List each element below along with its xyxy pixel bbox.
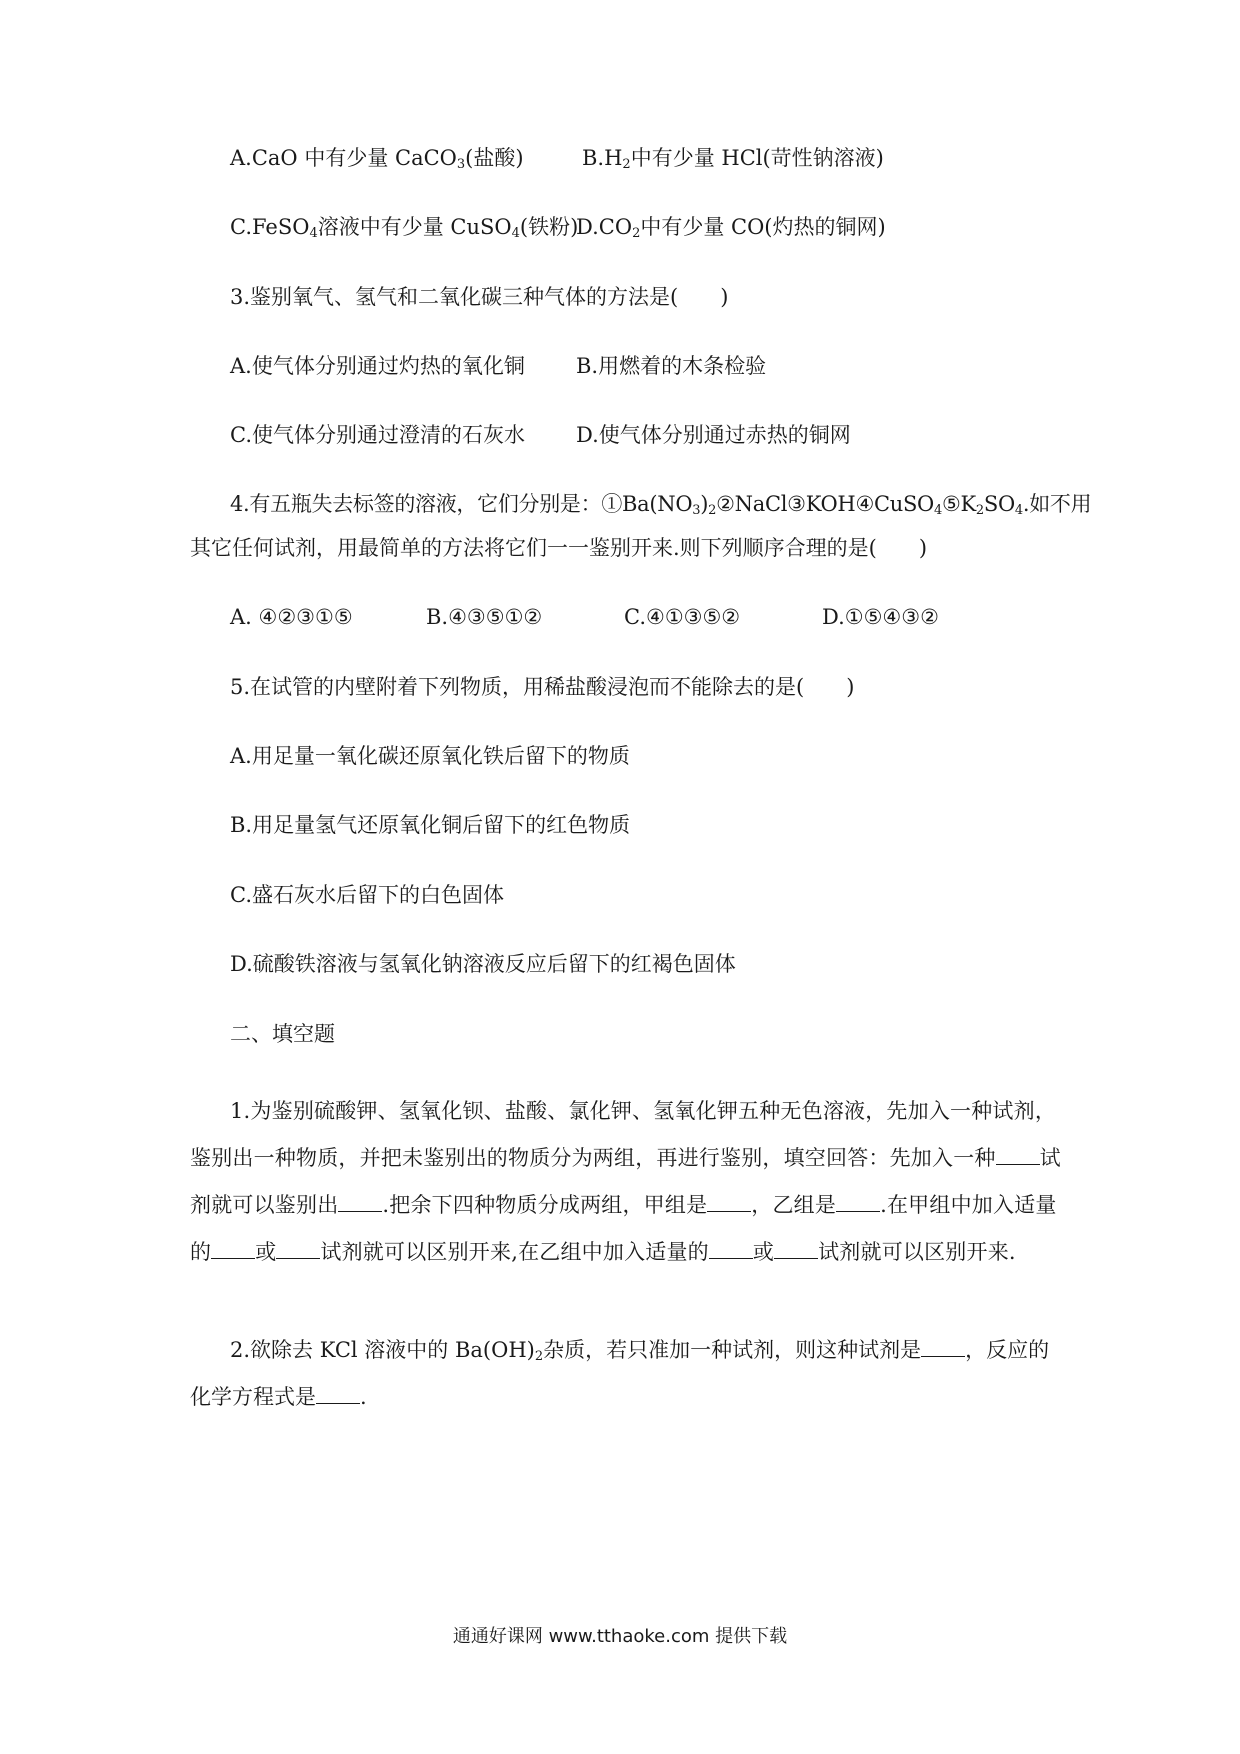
subscript: 2 <box>708 503 717 518</box>
q2-option-b-text: B.H <box>582 146 623 170</box>
fill1-text: 试剂就可以区别开来. <box>818 1240 1016 1264</box>
subscript: 4 <box>1014 503 1023 518</box>
fill1-text: .把余下四种物质分成两组，甲组是 <box>382 1193 708 1217</box>
q4-option-a: A. ④②③①⑤ <box>230 605 353 629</box>
q4-stem-text: ⑤K <box>941 492 976 516</box>
section-title: 二、填空题 <box>230 1022 335 1046</box>
q4-stem-text: SO <box>983 492 1015 516</box>
q2-option-b <box>582 144 884 172</box>
q3-option-b: B.用燃着的木条检验 <box>576 354 767 378</box>
q5-option-c: C.盛石灰水后留下的白色固体 <box>230 883 504 907</box>
answer-blank[interactable] <box>921 1338 965 1357</box>
answer-blank[interactable] <box>276 1240 320 1259</box>
q2-option-d-text: D.CO <box>576 215 633 239</box>
fill1-text: 试剂就可以鉴别出 <box>190 1146 1061 1217</box>
q4-option-d: D.①⑤④③② <box>822 605 939 629</box>
q4-stem-line-1 <box>230 490 1091 518</box>
answer-blank[interactable] <box>774 1240 818 1259</box>
q3-stem: 3.鉴别氧气、氢气和二氧化碳三种气体的方法是( ) <box>230 285 729 309</box>
q4-stem-text: ) <box>700 492 709 516</box>
subscript: 2 <box>622 157 631 172</box>
fill2-text: ，反应的化学方程式是 <box>190 1338 1050 1409</box>
subscript: 4 <box>933 503 942 518</box>
q2-option-a-text: A.CaO 中有少量 CaCO <box>230 146 457 170</box>
q4-stem-text: ②NaCl③KOH④CuSO <box>716 492 934 516</box>
page-footer: 通通好课网 www.tthaoke.com 提供下载 <box>452 1626 788 1647</box>
fill-question-2 <box>190 1327 1062 1421</box>
q2-option-d <box>576 213 886 241</box>
answer-blank[interactable] <box>996 1146 1040 1165</box>
q4-stem-text: .如不用 <box>1022 492 1092 516</box>
fill1-text: .在甲组中加入适量的 <box>190 1193 1057 1264</box>
q2-option-a-suffix: (盐酸) <box>465 146 524 170</box>
q2-option-c <box>230 213 578 241</box>
subscript: 2 <box>975 503 984 518</box>
fill-question-1 <box>190 1088 1062 1276</box>
subscript: 3 <box>692 503 701 518</box>
q2-option-a <box>230 144 524 172</box>
q2-option-c-middle: 溶液中有少量 CuSO <box>317 215 512 239</box>
q4-stem-text: 4.有五瓶失去标签的溶液，它们分别是：①Ba(NO <box>230 492 693 516</box>
fill2-text: 2.欲除去 KCl 溶液中的 Ba(OH) <box>230 1338 535 1362</box>
q5-option-a: A.用足量一氧化碳还原氧化铁后留下的物质 <box>230 744 630 768</box>
fill2-text: 杂质，若只准加一种试剂，则这种试剂是 <box>543 1338 922 1362</box>
fill2-text: . <box>360 1385 367 1409</box>
answer-blank[interactable] <box>836 1193 880 1212</box>
q2-option-c-text: C.FeSO <box>230 215 310 239</box>
answer-blank[interactable] <box>211 1240 255 1259</box>
answer-blank[interactable] <box>707 1193 751 1212</box>
q4-option-b: B.④③⑤①② <box>426 605 543 629</box>
fill1-text: ，乙组是 <box>751 1193 837 1217</box>
subscript: 3 <box>456 157 466 172</box>
q2-option-d-suffix: 中有少量 CO(灼热的铜网) <box>640 215 886 239</box>
subscript: 2 <box>632 226 641 241</box>
q2-option-b-suffix: 中有少量 HCl(苛性钠溶液) <box>630 146 884 170</box>
answer-blank[interactable] <box>709 1240 753 1259</box>
answer-blank[interactable] <box>338 1193 382 1212</box>
subscript: 2 <box>534 1349 544 1364</box>
subscript: 4 <box>511 226 520 241</box>
fill1-text: 或 <box>752 1240 775 1264</box>
subscript: 4 <box>309 226 318 241</box>
q4-stem-line-2: 其它任何试剂，用最简单的方法将它们一一鉴别开来.则下列顺序合理的是( ) <box>190 536 928 560</box>
q4-option-c: C.④①③⑤② <box>624 605 741 629</box>
fill1-text: 1.为鉴别硫酸钾、氢氧化钡、盐酸、氯化钾、氢氧化钾五种无色溶液，先加入一种试剂，鉴别出一种物质，并把未鉴别出的物质分为两组，再进行鉴别，填空回答：先加入一种 <box>190 1099 1057 1170</box>
q5-option-b: B.用足量氢气还原氧化铜后留下的红色物质 <box>230 813 631 837</box>
q3-option-c: C.使气体分别通过澄清的石灰水 <box>230 423 525 447</box>
q3-option-d: D.使气体分别通过赤热的铜网 <box>576 423 851 447</box>
q5-stem: 5.在试管的内壁附着下列物质，用稀盐酸浸泡而不能除去的是( ) <box>230 675 855 699</box>
q3-option-a: A.使气体分别通过灼热的氧化铜 <box>230 354 525 378</box>
q5-option-d: D.硫酸铁溶液与氢氧化钠溶液反应后留下的红褐色固体 <box>230 952 736 976</box>
fill1-text: 试剂就可以区别开来,在乙组中加入适量的 <box>320 1240 709 1264</box>
answer-blank[interactable] <box>316 1385 360 1404</box>
q2-option-c-suffix: (铁粉) <box>519 215 579 239</box>
fill1-text: 或 <box>255 1240 277 1264</box>
